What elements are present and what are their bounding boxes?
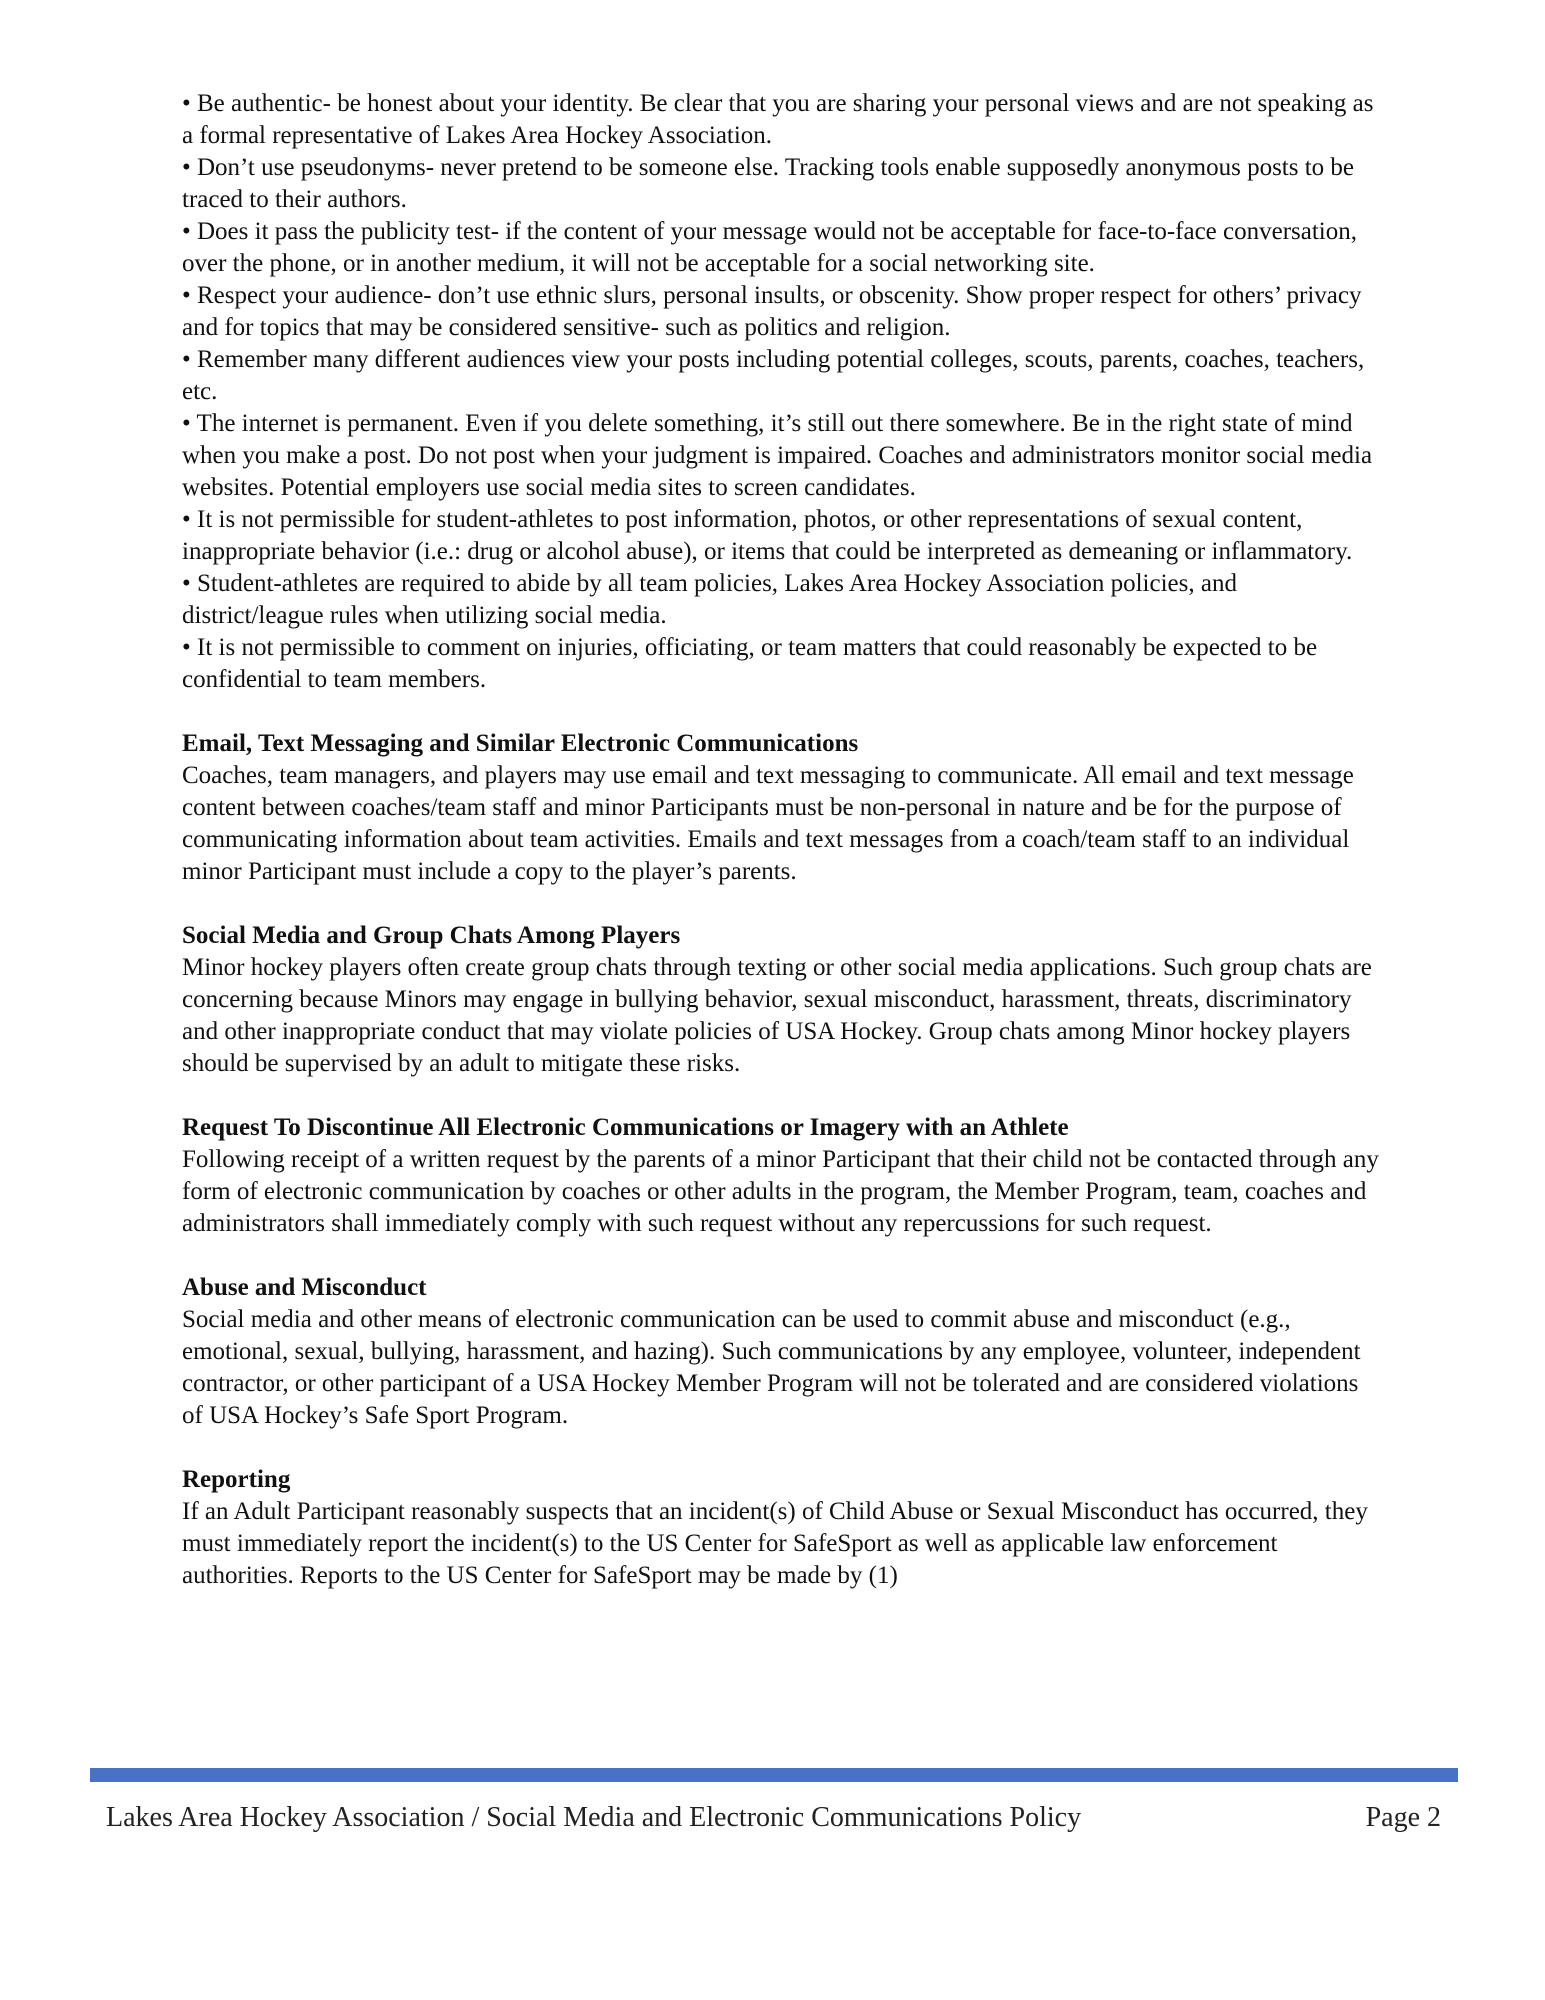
bullet-item: • The internet is permanent. Even if you delete something, it’s still out there somewhere. Be in the right state of mind when you make a post. Do not post when your judgment is impaired. Coaches and administrators monitor social media websites. Potential employers use social media sites to screen candidates. xyxy=(182,410,1373,501)
section-heading: Email, Text Messaging and Similar Electronic Communications xyxy=(182,730,859,757)
bullet-item: • Respect your audience- don’t use ethnic slurs, personal insults, or obscenity. Show proper respect for others’ privacy and for topics that may be considered sensitive- such as politics and religion. xyxy=(182,282,1362,341)
section-discontinue-request xyxy=(182,1112,1382,1240)
section-heading: Social Media and Group Chats Among Players xyxy=(182,922,681,949)
bullet-item: • It is not permissible for student-athletes to post information, photos, or other representations of sexual content, inappropriate behavior (i.e.: drug or alcohol abuse), or items that could be interpreted as demeaning or inflammatory. xyxy=(182,506,1353,565)
bullet-item: • Be authentic- be honest about your identity. Be clear that you are sharing your personal views and are not speaking as a formal representative of Lakes Area Hockey Association. xyxy=(182,90,1374,149)
footer-title: Lakes Area Hockey Association / Social Media and Electronic Communications Policy xyxy=(106,1802,1082,1833)
section-paragraph: Minor hockey players often create group chats through texting or other social media applications. Such group chats are concerning because Minors may engage in bullying behavior, sexual misconduct, harassment, threats, discriminatory and other inappropriate conduct that may violate policies of USA Hockey. Group chats among Minor hockey players should be supervised by an adult to mitigate these risks. xyxy=(182,954,1372,1077)
section-paragraph: Social media and other means of electronic communication can be used to commit abuse and misconduct (e.g., emotional, sexual, bullying, harassment, and hazing). Such communications by any employee, volunteer, independent contractor, or other participant of a USA Hockey Member Program will not be tolerated and are considered violations of USA Hockey’s Safe Sport Program. xyxy=(182,1306,1361,1429)
section-reporting xyxy=(182,1464,1382,1592)
section-heading: Reporting xyxy=(182,1466,291,1493)
section-paragraph: If an Adult Participant reasonably suspects that an incident(s) of Child Abuse or Sexual Misconduct has occurred, they must immediately report the incident(s) to the US Center for SafeSport as well as applicable law enforcement authorities. Reports to the US Center for SafeSport may be made by (1) xyxy=(182,1498,1368,1589)
bullet-item: • Does it pass the publicity test- if the content of your message would not be acceptable for face-to-face conversation, over the phone, or in another medium, it will not be acceptable for a social networking site. xyxy=(182,218,1357,277)
section-heading: Abuse and Misconduct xyxy=(182,1274,427,1301)
page-number: Page 2 xyxy=(1365,1802,1441,1833)
section-group-chats xyxy=(182,920,1382,1080)
section-abuse-misconduct xyxy=(182,1272,1382,1432)
bullet-list xyxy=(182,88,1382,696)
section-paragraph: Following receipt of a written request by the parents of a minor Participant that their child not be contacted through any form of electronic communication by coaches or other adults in the program, the Member Program, team, coaches and administrators shall immediately comply with such request without any repercussions for such request. xyxy=(182,1146,1379,1237)
section-paragraph: Coaches, team managers, and players may use email and text messaging to communicate. All email and text message content between coaches/team staff and minor Participants must be non-personal in nature and be for the purpose of communicating information about team activities. Emails and text messages from a coach/team staff to an individual minor Participant must include a copy to the player’s parents. xyxy=(182,762,1354,885)
footer-divider xyxy=(90,1768,1458,1782)
bullet-item: • It is not permissible to comment on injuries, officiating, or team matters that could reasonably be expected to be confidential to team members. xyxy=(182,634,1318,693)
document-body xyxy=(182,88,1382,1592)
bullet-item: • Student-athletes are required to abide by all team policies, Lakes Area Hockey Association policies, and district/league rules when utilizing social media. xyxy=(182,570,1237,629)
bullet-item: • Remember many different audiences view your posts including potential colleges, scouts, parents, coaches, teachers, etc. xyxy=(182,346,1365,405)
bullet-item: • Don’t use pseudonyms- never pretend to be someone else. Tracking tools enable supposedly anonymous posts to be traced to their authors. xyxy=(182,154,1355,213)
section-heading: Request To Discontinue All Electronic Communications or Imagery with an Athlete xyxy=(182,1114,1069,1141)
section-email-text xyxy=(182,728,1382,888)
